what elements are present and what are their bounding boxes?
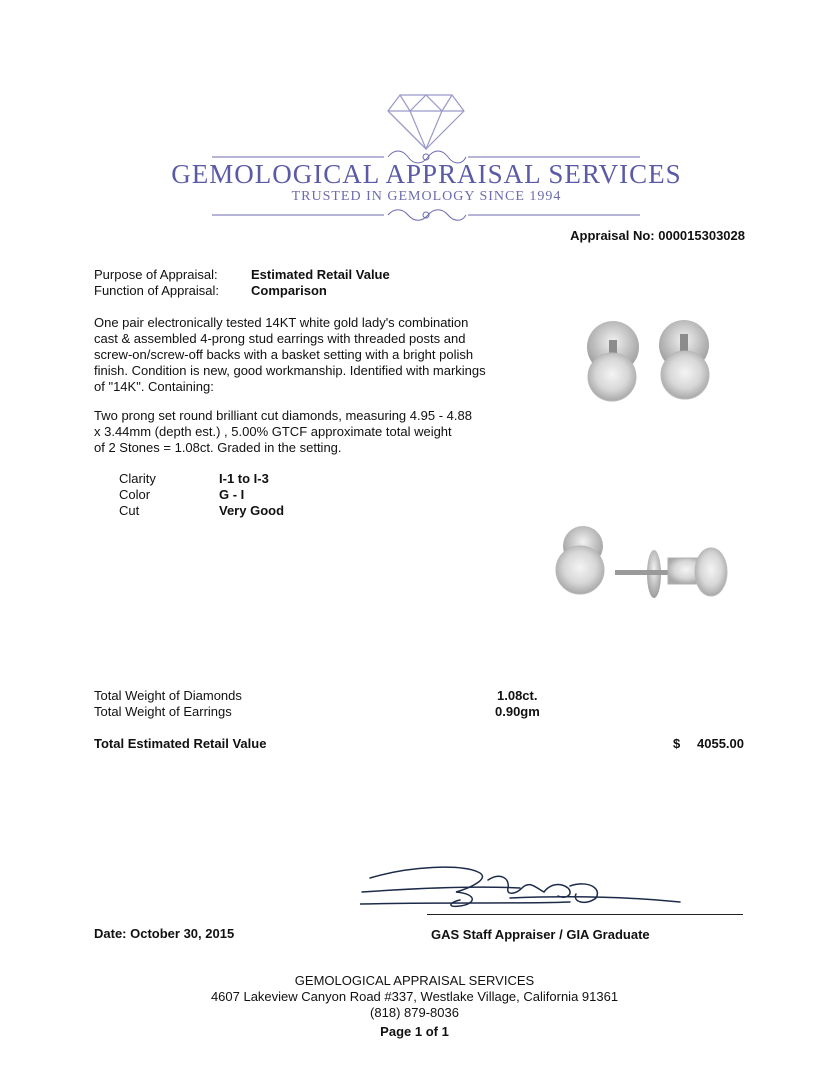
grading-row-clarity — [119, 471, 284, 487]
function-value: Comparison — [251, 283, 327, 298]
stones-line: Two prong set round brilliant cut diamonds, measuring 4.95 - 4.88 — [94, 408, 472, 423]
logo-title: GEMOLOGICAL APPRAISAL SERVICES — [171, 159, 682, 189]
description-line: cast & assembled 4-prong stud earrings with threaded posts and — [94, 331, 466, 346]
description-line: finish. Condition is new, good workmanship. Identified with markings — [94, 363, 486, 378]
grading-value: Very Good — [219, 503, 285, 518]
total-diamond-weight-label: Total Weight of Diamonds — [94, 688, 242, 703]
appraisal-number: Appraisal No: 000015303028 — [570, 228, 745, 243]
total-earring-weight-label: Total Weight of Earrings — [94, 704, 232, 719]
total-diamond-weight-value: 1.08ct. — [497, 688, 538, 703]
logo-bottom-ornament — [212, 207, 640, 223]
appraisal-date: Date: October 30, 2015 — [94, 926, 235, 941]
grading-label: Clarity — [119, 471, 156, 486]
item-description — [94, 315, 534, 395]
appraiser-signature — [360, 858, 690, 918]
footer-company: GEMOLOGICAL APPRAISAL SERVICES — [294, 973, 535, 988]
purpose-label: Purpose of Appraisal: — [94, 267, 218, 282]
grading-value: I-1 to I-3 — [219, 471, 269, 486]
retail-value-label: Total Estimated Retail Value — [94, 736, 267, 751]
function-label: Function of Appraisal: — [94, 283, 220, 298]
retail-value-amount: 4055.00 — [697, 736, 744, 751]
signature-line — [427, 914, 743, 915]
grading-table — [119, 471, 284, 519]
diamond-icon — [386, 93, 466, 151]
total-earring-weight-value: 0.90gm — [495, 704, 540, 719]
footer-address: 4607 Lakeview Canyon Road #337, Westlake Village, California 91361 — [210, 989, 619, 1004]
stones-line: of 2 Stones = 1.08ct. Graded in the setting. — [94, 440, 342, 455]
stones-description — [94, 408, 534, 456]
stones-line: x 3.44mm (depth est.) , 5.00% GTCF approximate total weight — [94, 424, 452, 439]
grading-row-color — [119, 487, 284, 503]
purpose-value: Estimated Retail Value — [251, 267, 390, 282]
grading-row-cut — [119, 503, 284, 519]
footer-phone: (818) 879-8036 — [370, 1005, 459, 1020]
grading-value: G - I — [219, 487, 245, 502]
grading-label: Cut — [119, 503, 140, 518]
page-number: Page 1 of 1 — [380, 1024, 449, 1039]
earrings-side-photo — [553, 524, 733, 604]
earrings-front-photo — [575, 312, 725, 407]
logo-tagline: TRUSTED IN GEMOLOGY SINCE 1994 — [291, 189, 562, 204]
description-line: One pair electronically tested 14KT white gold lady's combination — [94, 315, 469, 330]
currency-symbol: $ — [673, 736, 681, 751]
grading-label: Color — [119, 487, 151, 502]
description-line: of "14K". Containing: — [94, 379, 214, 394]
description-line: screw-on/screw-off backs with a basket setting with a bright polish — [94, 347, 474, 362]
signer-title: GAS Staff Appraiser / GIA Graduate — [431, 927, 650, 942]
